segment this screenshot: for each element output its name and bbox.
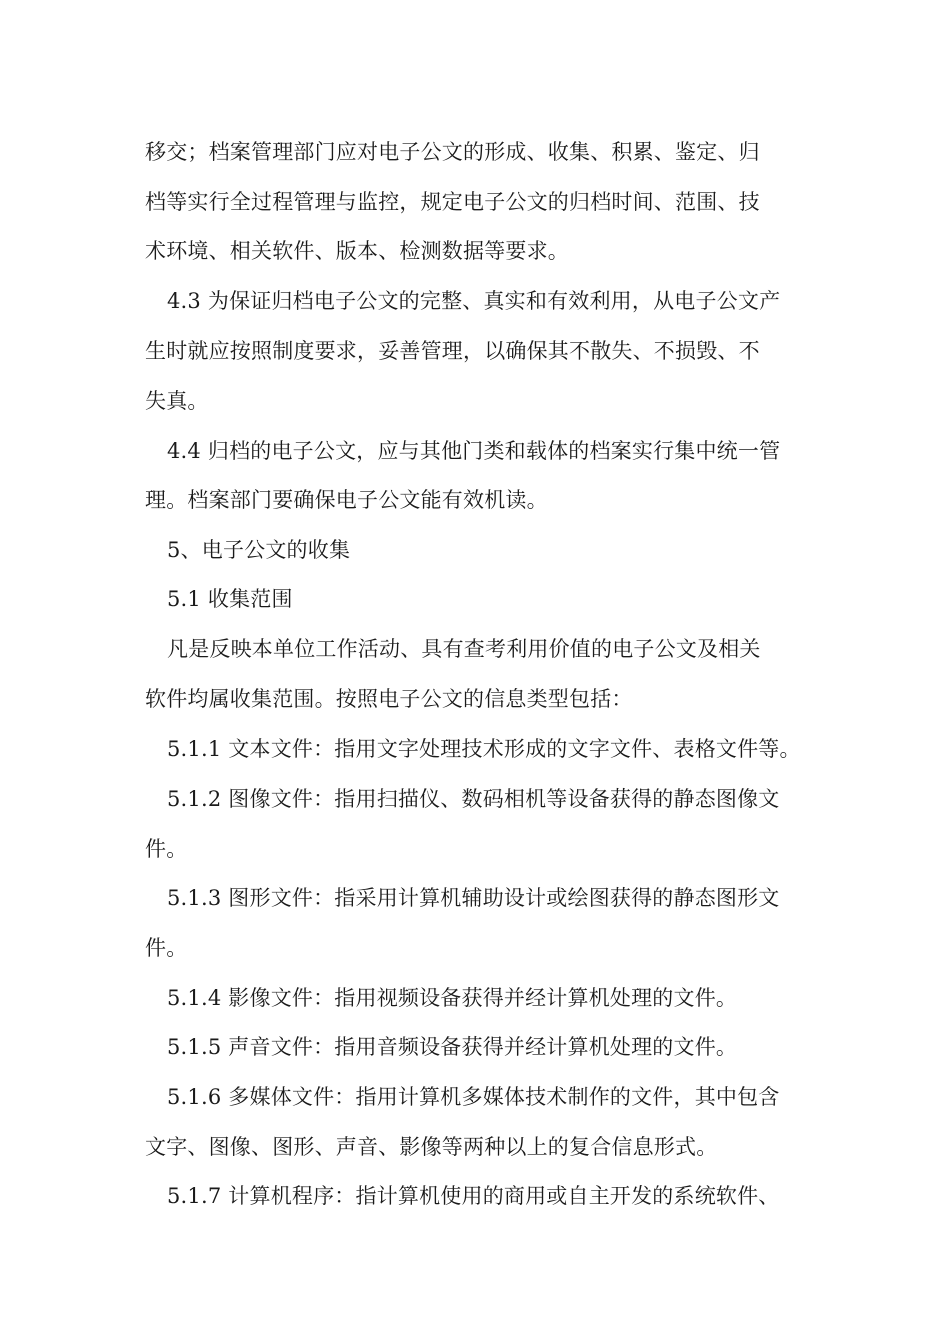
text-line: 5.1.1 文本文件：指用文字处理技术形成的文字文件、表格文件等。 — [167, 737, 801, 761]
text-line: 档等实行全过程管理与监控，规定电子公文的归档时间、范围、技 — [145, 190, 760, 214]
subsection-heading: 5.1 收集范围 — [167, 587, 293, 611]
text-line: 失真。 — [145, 389, 209, 413]
text-line: 理。档案部门要确保电子公文能有效机读。 — [145, 488, 548, 512]
text-line: 文字、图像、图形、声音、影像等两种以上的复合信息形式。 — [145, 1135, 718, 1159]
text-line: 4.4 归档的电子公文，应与其他门类和载体的档案实行集中统一管 — [167, 439, 781, 463]
text-line: 生时就应按照制度要求，妥善管理，以确保其不散失、不损毁、不 — [145, 339, 760, 363]
text-line: 5.1.3 图形文件：指采用计算机辅助设计或绘图获得的静态图形文 — [167, 886, 780, 910]
text-line: 移交；档案管理部门应对电子公文的形成、收集、积累、鉴定、归 — [145, 140, 760, 164]
section-heading: 5、电子公文的收集 — [167, 538, 351, 562]
text-line: 凡是反映本单位工作活动、具有查考利用价值的电子公文及相关 — [167, 637, 761, 661]
text-line: 5.1.4 影像文件：指用视频设备获得并经计算机处理的文件。 — [167, 986, 738, 1010]
text-line: 5.1.5 声音文件：指用音频设备获得并经计算机处理的文件。 — [167, 1035, 738, 1059]
text-line: 5.1.2 图像文件：指用扫描仪、数码相机等设备获得的静态图像文 — [167, 787, 780, 811]
text-line: 术环境、相关软件、版本、检测数据等要求。 — [145, 239, 569, 263]
text-line: 5.1.7 计算机程序：指计算机使用的商用或自主开发的系统软件、 — [167, 1184, 780, 1208]
text-line: 4.3 为保证归档电子公文的完整、真实和有效利用，从电子公文产 — [167, 289, 781, 313]
text-line: 软件均属收集范围。按照电子公文的信息类型包括： — [145, 687, 633, 711]
text-line: 件。 — [145, 837, 188, 861]
text-line: 件。 — [145, 936, 188, 960]
text-line: 5.1.6 多媒体文件：指用计算机多媒体技术制作的文件，其中包含 — [167, 1085, 780, 1109]
